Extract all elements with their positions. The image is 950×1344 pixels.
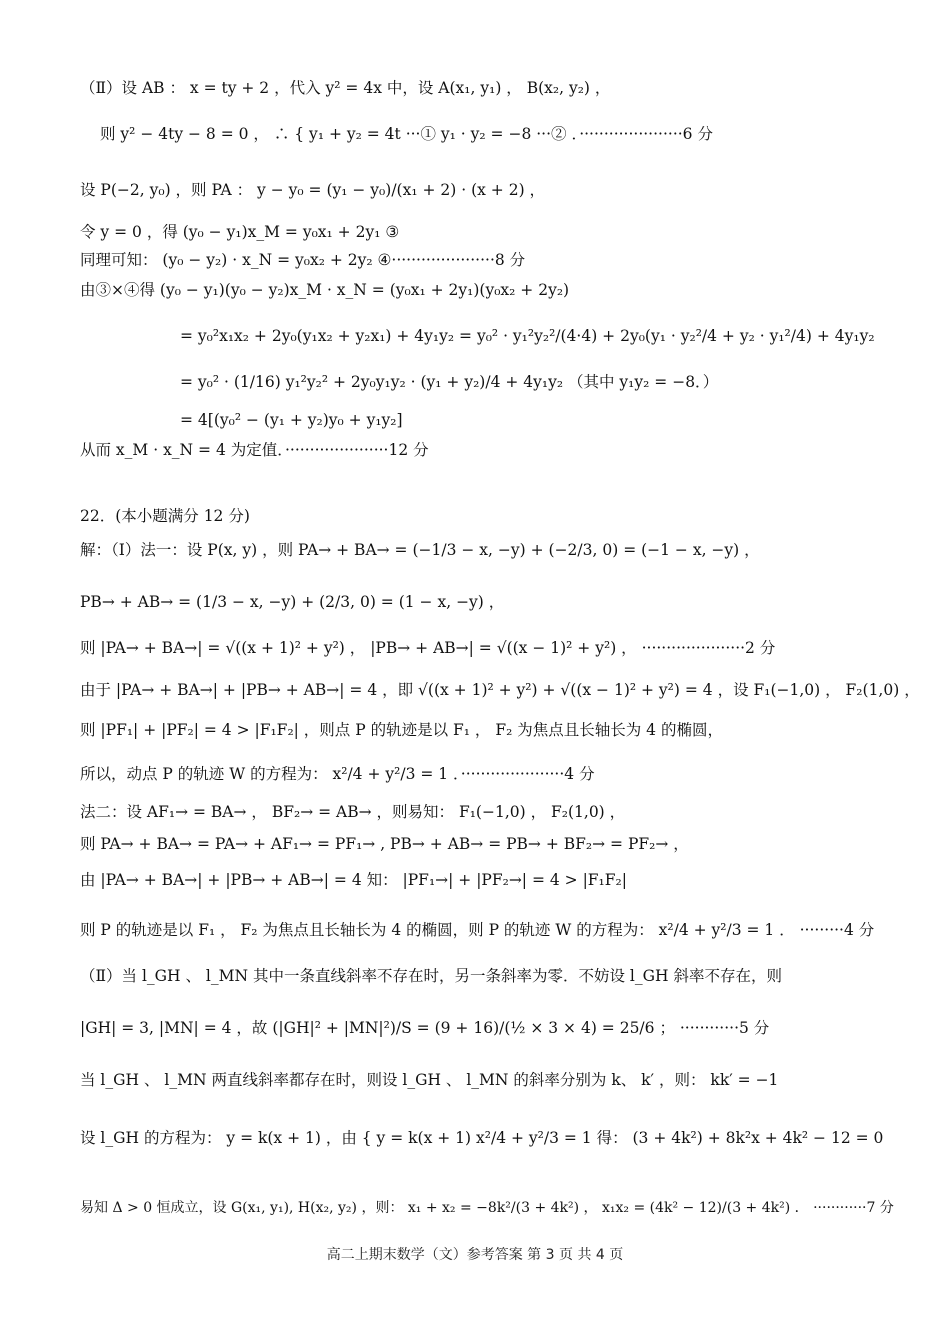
- q22-line-7: 法二：设 AF₁→ = BA→ ， BF₂→ = AB→ ，则易知： F₁(−1,0) ， F₂(1,0) ，: [80, 803, 626, 821]
- q22-line-10: 则 P 的轨迹是以 F₁ ， F₂ 为焦点且长轴长为 4 的椭圆，则 P 的轨迹 W 的方程为： x²/4 + y²/3 = 1 ． ·········4 分: [80, 921, 875, 939]
- part2-line-1: （Ⅱ）设 AB ： x = ty + 2 ，代入 y² = 4x 中，设 A(x₁, y₁) ， B(x₂, y₂) ，: [80, 79, 611, 97]
- q22-line-1: 解：（Ⅰ）法一：设 P(x, y) ，则 PA→ + BA→ = (−1/3 − x, −y) + (−2/3, 0) = (−1 − x, −y) ，: [80, 541, 760, 559]
- part2-line-9: = 4[(y₀² − (y₁ + y₂)y₀ + y₁y₂]: [180, 411, 403, 429]
- page-footer: 高二上期末数学（文）参考答案 第 3 页 共 4 页: [326, 1247, 624, 1263]
- q22-line-4: 由于 |PA→ + BA→| + |PB→ + AB→| = 4 ，即 √((x + 1)² + y²) + √((x − 1)² + y²) = 4 ，设 F₁(−1,0) ， F₂(1,0) ，: [80, 681, 920, 699]
- part2-line-6: 由③×④得 (y₀ − y₁)(y₀ − y₂)x_M · x_N = (y₀x₁ + 2y₁)(y₀x₂ + 2y₂): [80, 281, 570, 299]
- q22-line-2: PB→ + AB→ = (1/3 − x, −y) + (2/3, 0) = (1 − x, −y) ，: [80, 593, 505, 611]
- q22-line-11: （Ⅱ）当 l_GH 、 l_MN 其中一条直线斜率不存在时，另一条斜率为零．不妨设 l_GH 斜率不存在，则: [80, 967, 782, 985]
- part2-line-5: 同理可知： (y₀ − y₂) · x_N = y₀x₂ + 2y₂ ④·····················8 分: [80, 251, 526, 269]
- part2-line-3: 设 P(−2, y₀) ，则 PA ： y − y₀ = (y₁ − y₀)/(x₁ + 2) · (x + 2) ，: [80, 181, 546, 199]
- part2-line-10: 从而 x_M · x_N = 4 为定值．·····················12 分: [80, 441, 429, 459]
- q22-line-5: 则 |PF₁| + |PF₂| = 4 > |F₁F₂| ，则点 P 的轨迹是以 F₁ ， F₂ 为焦点且长轴长为 4 的椭圆，: [80, 721, 723, 739]
- q22-line-14: 设 l_GH 的方程为： y = k(x + 1) ，由 { y = k(x + 1) x²/4 + y²/3 = 1 得： (3 + 4k²) + 8k²x + 4k² − 12 = 0: [80, 1129, 884, 1147]
- q22-line-3: 则 |PA→ + BA→| = √((x + 1)² + y²) ， |PB→ + AB→| = √((x − 1)² + y²) ， ·····················2 分: [80, 639, 776, 657]
- question-22-header: 22．(本小题满分 12 分): [80, 507, 250, 525]
- q22-line-9: 由 |PA→ + BA→| + |PB→ + AB→| = 4 知： |PF₁→| + |PF₂→| = 4 > |F₁F₂|: [80, 871, 627, 889]
- q22-line-6: 所以，动点 P 的轨迹 W 的方程为： x²/4 + y²/3 = 1 ．·····················4 分: [80, 765, 595, 783]
- q22-line-12: |GH| = 3, |MN| = 4 ，故 (|GH|² + |MN|²)/S = (9 + 16)/(½ × 3 × 4) = 25/6 ； ············5 分: [80, 1019, 770, 1037]
- part2-line-4: 令 y = 0 ，得 (y₀ − y₁)x_M = y₀x₁ + 2y₁ ③: [80, 223, 400, 241]
- q22-line-13: 当 l_GH 、 l_MN 两直线斜率都存在时，则设 l_GH 、 l_MN 的斜率分别为 k、 k′ ，则： kk′ = −1: [80, 1071, 779, 1089]
- part2-line-7: = y₀²x₁x₂ + 2y₀(y₁x₂ + y₂x₁) + 4y₁y₂ = y₀² · y₁²y₂²/(4·4) + 2y₀(y₁ · y₂²/4 + y₂ · y₁²/4) + 4y₁y₂: [180, 327, 875, 345]
- q22-line-15: 易知 Δ > 0 恒成立，设 G(x₁, y₁), H(x₂, y₂) ，则： x₁ + x₂ = −8k²/(3 + 4k²) ， x₁x₂ = (4k² − 12)/(3 + 4k²) ． ············7 分: [80, 1200, 894, 1216]
- part2-line-8: = y₀² · (1/16) y₁²y₂² + 2y₀y₁y₂ · (y₁ + y₂)/4 + 4y₁y₂ （其中 y₁y₂ = −8．）: [180, 373, 719, 391]
- q22-line-8: 则 PA→ + BA→ = PA→ + AF₁→ = PF₁→ , PB→ + AB→ = PB→ + BF₂→ = PF₂→ ，: [80, 835, 689, 853]
- part2-line-2: 则 y² − 4ty − 8 = 0 ， ∴ { y₁ + y₂ = 4t ···① y₁ · y₂ = −8 ···② ．·····················6 分: [100, 125, 713, 143]
